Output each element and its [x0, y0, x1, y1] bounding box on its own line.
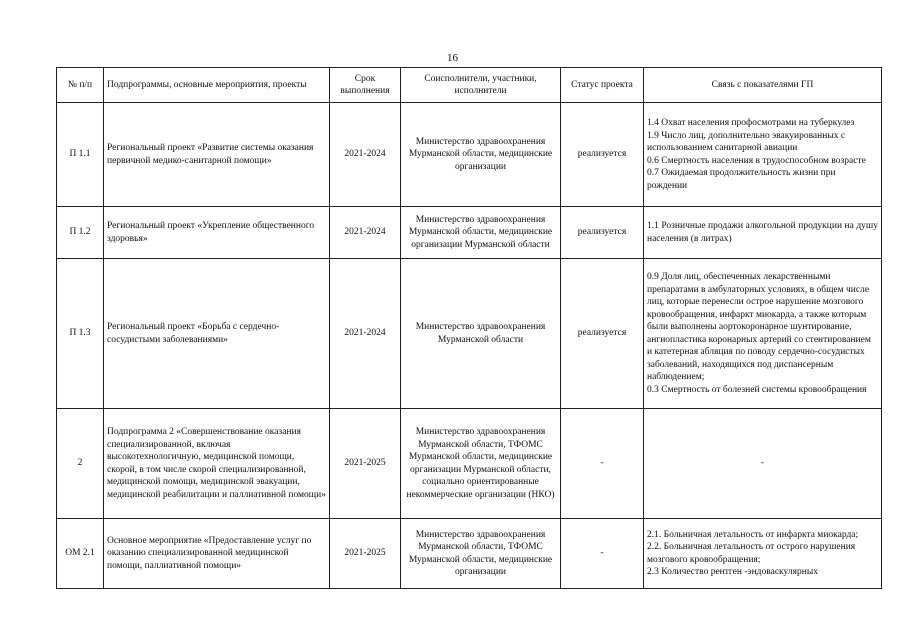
indicator-link: 0.6 Смертность населения в трудоспособном возрасте [647, 155, 866, 166]
header-links: Связь с показателями ГП [644, 68, 882, 103]
indicator-link: 0.7 Ожидаемая продолжительность жизни при рождении [647, 168, 836, 191]
table-row [57, 103, 882, 207]
header-row [57, 68, 882, 103]
indicator-link: - [760, 458, 765, 469]
indicator-link: 2.3 Количество рентген -эндоваскулярных [647, 567, 818, 577]
row-status: - [561, 409, 644, 519]
header-num: № п/п [57, 68, 104, 103]
indicator-link: 2.1. Больничная летальность от инфаркта миокарда; [647, 529, 859, 540]
row-executors: Министерство здравоохранения Мурманской области, ТФОМС Мурманской области, медицинские организации [401, 519, 561, 589]
row-links [644, 103, 882, 207]
row-period: 2021-2025 [330, 519, 401, 589]
program-table [56, 67, 882, 589]
indicator-link: 1.4 Охват населения профосмотрами на туберкулез [647, 118, 855, 128]
row-links [644, 519, 882, 589]
table-row [57, 519, 882, 589]
row-executors: Министерство здравоохранения Мурманской области, медицинские организации Мурманской области [401, 207, 561, 259]
row-num: 2 [57, 409, 104, 519]
row-links [644, 259, 882, 409]
table-row [57, 259, 882, 409]
header-executors: Соисполнители, участники, исполнители [401, 68, 561, 103]
indicator-link: 1.9 Число лиц, дополнительно эвакуированных с использованием санитарной авиации [647, 130, 846, 153]
page-number: 16 [447, 52, 458, 64]
row-period: 2021-2025 [330, 409, 401, 519]
row-links [644, 207, 882, 259]
indicator-link: 1.1 Розничные продажи алкогольной продукции на душу населения (в литрах) [647, 221, 878, 244]
row-status: - [561, 519, 644, 589]
header-status: Статус проекта [561, 68, 644, 103]
row-status: реализуется [561, 103, 644, 207]
table-row [57, 409, 882, 519]
row-num: П 1.2 [57, 207, 104, 259]
row-executors: Министерство здравоохранения Мурманской области, ТФОМС Мурманской области, медицинские организации Мурманской области, социально ориентированные некоммерческие организации (НКО) [401, 409, 561, 519]
row-num: ОМ 2.1 [57, 519, 104, 589]
indicator-link: 0.9 Доля лиц, обеспеченных лекарственными препаратами в амбулаторных условиях, в общем числе лиц, которые перенесли острое нарушение мозгового кровообращения, инфаркт миокарда, а также которым были выполнены аортокоронарное шунтирование, ангиопластика коронарных артерий со стентированием и катетерная абляция по поводу сердечно-сосудистых заболеваний, находящихся под диспансерным наблюдением; [647, 272, 871, 382]
row-name: Региональный проект «Укрепление общественного здоровья» [104, 207, 330, 259]
row-period: 2021-2024 [330, 207, 401, 259]
row-executors: Министерство здравоохранения Мурманской области [401, 259, 561, 409]
row-period: 2021-2024 [330, 103, 401, 207]
row-name: Региональный проект «Борьба с сердечно-сосудистыми заболеваниями» [104, 259, 330, 409]
row-num: П 1.1 [57, 103, 104, 207]
row-links [644, 409, 882, 519]
row-period: 2021-2024 [330, 259, 401, 409]
table-row [57, 207, 882, 259]
row-num: П 1.3 [57, 259, 104, 409]
row-executors: Министерство здравоохранения Мурманской области, медицинские организации [401, 103, 561, 207]
row-name: Основное мероприятие «Предоставление услуг по оказанию специализированной медицинской помощи, паллиативной помощи» [104, 519, 330, 589]
row-name: Региональный проект «Развитие системы оказания первичной медико-санитарной помощи» [104, 103, 330, 207]
header-period: Срок выполнения [330, 68, 401, 103]
header-name: Подпрограммы, основные мероприятия, проекты [104, 68, 330, 103]
indicator-link: 2.2. Больничная летальность от острого нарушения мозгового кровообращения; [647, 542, 856, 565]
indicator-link: 0.3 Смертность от болезней системы кровообращения [647, 384, 867, 395]
row-status: реализуется [561, 259, 644, 409]
subprogram-title: Подпрограмма 2 «Совершенствование оказания специализированной, включая высокотехнологичную, медицинской помощи, скорой, в том числе скорой специализированной, медицинской помощи, медицинской эвакуации, медицинской реабилитации и паллиативной помощи» [104, 409, 330, 519]
row-status: реализуется [561, 207, 644, 259]
